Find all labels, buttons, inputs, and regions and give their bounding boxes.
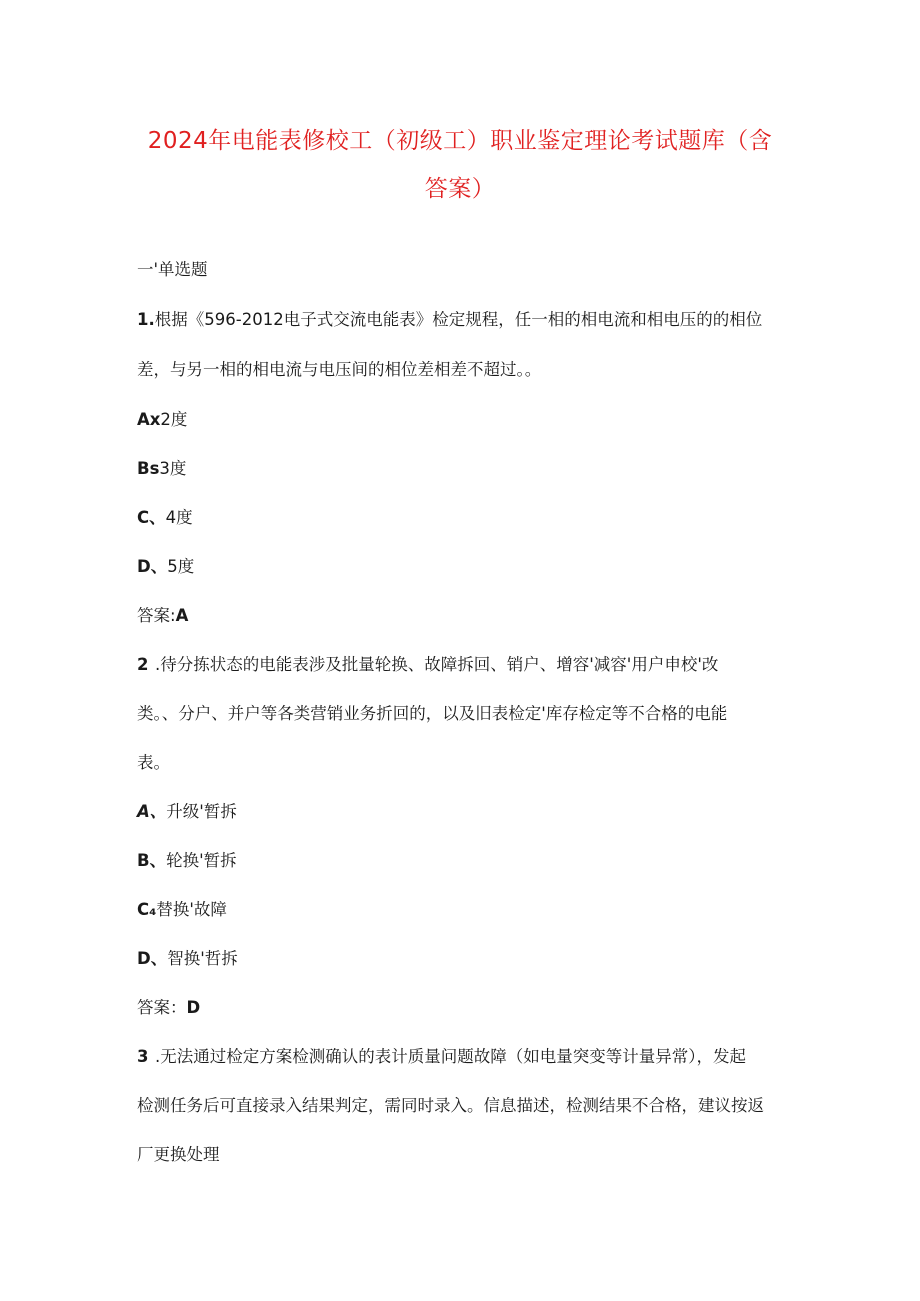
question-1-number: 1. (137, 310, 155, 329)
document-title (130, 117, 790, 213)
question-2-option-b (137, 850, 237, 872)
option-label: C₄ (137, 900, 157, 919)
question-1-option-b (137, 458, 186, 480)
question-1-line-2: 差，与另一相的相电流与电压间的相位差相差不超过。。 (137, 360, 542, 379)
question-1-option-d (137, 556, 194, 578)
question-1-answer (137, 605, 188, 627)
question-2-text-1: .待分拣状态的电能表涉及批量轮换、故障拆回、销户、增容'减容'用户申校'改 (155, 655, 719, 674)
question-2-answer (137, 997, 200, 1019)
option-text: 3度 (159, 459, 187, 478)
option-label: D、 (137, 557, 168, 576)
question-1-option-a (137, 409, 187, 431)
question-3-line-3: 厂更换处理 (137, 1145, 220, 1164)
title-line-1: 2024年电能表修校工（初级工）职业鉴定理论考试题库（含 (147, 128, 773, 154)
option-label: D、 (137, 949, 168, 968)
question-3-line-2: 检测任务后可直接录入结果判定，需同时录入。信息描述，检测结果不合格，建议按返 (137, 1096, 764, 1115)
option-text: 4度 (165, 508, 193, 527)
question-2-line-3: 表。 (137, 753, 170, 772)
option-text: 升级'暂拆 (166, 802, 237, 821)
option-label: Ax (137, 410, 161, 429)
option-label: C、 (137, 508, 166, 527)
option-label: A、 (137, 802, 167, 821)
question-2-number: 2 (137, 655, 149, 674)
answer-value: D (186, 998, 201, 1017)
option-text: 5度 (167, 557, 195, 576)
question-3-line-1 (137, 1046, 746, 1068)
option-label: Bs (137, 459, 160, 478)
title-line-2: 答案） (424, 176, 496, 202)
question-2-line-1 (137, 654, 718, 676)
question-1-option-c (137, 507, 193, 529)
question-2-option-c (137, 899, 227, 921)
question-1-text-1: 根据《596-2012电子式交流电能表》检定规程，任一相的相电流和相电压的的相位 (154, 310, 763, 329)
answer-value: A (175, 606, 189, 625)
section-heading: 一'单选题 (137, 260, 208, 279)
question-2-option-a (137, 801, 237, 823)
question-2-line-2: 类。、分户、并户等各类营销业务折回的，以及旧表检定'库存检定等不合格的电能 (137, 704, 728, 723)
option-text: 替换'故障 (156, 900, 227, 919)
option-label: B、 (137, 851, 167, 870)
option-text: 智换'哲拆 (167, 949, 238, 968)
answer-label: 答案： (137, 998, 187, 1017)
option-text: 2度 (160, 410, 188, 429)
option-text: 轮换'暂拆 (166, 851, 237, 870)
question-3-text-1: .无法通过检定方案检测确认的表计质量问题故障（如电量突变等计量异常），发起 (155, 1047, 746, 1066)
question-3-number: 3 (137, 1047, 149, 1066)
question-2-option-d (137, 948, 238, 970)
answer-label: 答案: (137, 606, 176, 625)
question-1-line-1 (137, 309, 762, 331)
